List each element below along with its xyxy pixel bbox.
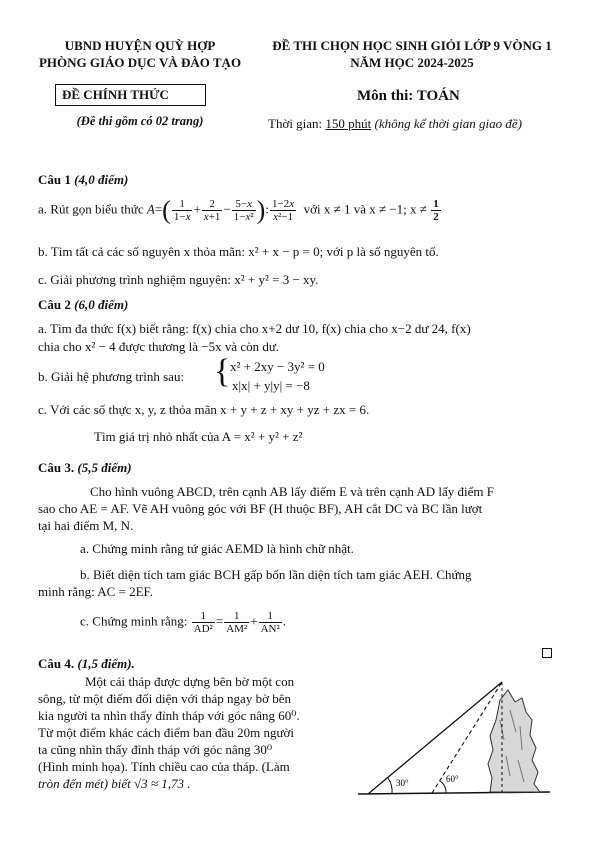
q1-heading <box>38 172 128 188</box>
q2-b-eq1: x² + 2xy − 3y² = 0 <box>230 359 325 374</box>
q3-c: c. Chứng minh rằng: $\frac{1}{\text{AD²}}$ = $\frac{1}{\text{AM²}}$ + $\frac{1}{\text{AN²}}$ . <box>80 610 287 635</box>
q4-line6: (Hình minh họa). Tính chiều cao của tháp. (Làm <box>38 759 290 774</box>
q1-points: (4,0 điểm) <box>74 172 129 187</box>
q4-title: Câu 4. <box>38 656 75 671</box>
subject: Môn thi: TOÁN <box>357 88 460 104</box>
q4-line2: sông, từ một điểm đối diện với tháp ngay bờ bên <box>38 691 291 706</box>
exam-title: ĐỀ THI CHỌN HỌC SINH GIỎI LỚP 9 VÒNG 1 <box>272 38 552 53</box>
school-year: NĂM HỌC 2024-2025 <box>350 55 474 70</box>
q2-points: (6,0 điểm) <box>74 297 129 312</box>
checkbox-square <box>542 648 552 658</box>
department-line1: UBND HUYỆN QUỲ HỢP <box>64 38 216 53</box>
q4-line7: tròn đến mét) biết √3 ≈ 1,73 . <box>38 776 191 791</box>
q1-title: Câu 1 <box>38 172 71 187</box>
q2-c-line1: c. Với các số thực x, y, z thỏa mãn x + y + z + xy + yz + zx = 6. <box>38 402 370 417</box>
time-value: 150 phút <box>325 116 372 131</box>
time-note: (không kể thời gian giao đề) <box>371 116 522 131</box>
q2-heading <box>38 297 128 313</box>
q4-line5: ta cũng nhìn thấy đỉnh tháp với góc nâng 30⁰ <box>38 742 273 757</box>
sight-line-30 <box>368 682 502 794</box>
q3-points: (5,5 điểm) <box>77 460 132 475</box>
q2-c-line2: Tìm giá trị nhỏ nhất của A = x² + y² + z² <box>94 429 303 444</box>
q4-line3: kia người ta nhìn thấy đỉnh tháp với góc nâng 60⁰. <box>38 708 300 723</box>
q4-heading <box>38 656 135 672</box>
q4-line4: Từ một điểm khác cách điểm ban đầu 20m người <box>38 725 294 740</box>
q2-b-eq2: x|x| + y|y| = −8 <box>232 378 310 393</box>
q3-title: Câu 3. <box>38 460 75 475</box>
q1-a-prefix: a. Rút gọn biểu thức <box>38 201 147 217</box>
q3-b-line1: b. Biết diện tích tam giác BCH gấp bốn lần diện tích tam giác AEH. Chứng <box>80 567 472 582</box>
time-line <box>268 116 522 132</box>
q3-heading <box>38 460 132 476</box>
cliff-shape <box>488 690 540 792</box>
q1-a: a. Rút gọn biểu thức A=( $\frac{1}{1-x}$ + $\frac{2}{x+1}$ − $\frac{5-x}{\text{1−x²}}$ ): $\frac{1-2x}{\text{x²−1}}$ với x ≠ 1 và x ≠ −1; x ≠ $\frac{1}{2}$ <box>38 195 439 225</box>
q1-b: b. Tìm tất cả các số nguyên x thỏa mãn: x² + x − p = 0; với p là số nguyên tố. <box>38 244 439 259</box>
pages-note: (Đề thi gồm có 02 trang) <box>76 114 204 128</box>
official-exam-label: ĐỀ CHÍNH THỨC <box>55 84 206 106</box>
department-line2: PHÒNG GIÁO DỤC VÀ ĐÀO TẠO <box>38 55 242 70</box>
q2-title: Câu 2 <box>38 297 71 312</box>
q2-a-line2: chia cho x² − 4 được thương là −5x và còn dư. <box>38 339 280 354</box>
angle-label-30: 30° <box>396 778 409 788</box>
q1-a-condition: với x ≠ 1 và x ≠ −1; x ≠ <box>303 201 427 217</box>
q2-b-prefix: b. Giải hệ phương trình sau: <box>38 369 185 384</box>
system-brace: { <box>214 353 231 390</box>
q3-a: a. Chứng minh rằng tứ giác AEMD là hình chữ nhật. <box>80 541 354 556</box>
q3-intro-line2: sao cho AE = AF. Vẽ AH vuông góc với BF (H thuộc BF), AH cắt DC và BC lần lượt <box>38 501 483 516</box>
tower-illustration <box>350 660 570 810</box>
q3-c-prefix: c. Chứng minh rằng: <box>80 613 188 629</box>
q3-intro-line1: Cho hình vuông ABCD, trên cạnh AB lấy điểm E và trên cạnh AD lấy điểm F <box>90 484 495 499</box>
angle-label-60: 60° <box>446 774 459 784</box>
q4-points: (1,5 điểm). <box>77 656 135 671</box>
q2-a-line1: a. Tìm đa thức f(x) biết rằng: f(x) chia cho x+2 dư 10, f(x) chia cho x−2 dư 24, f(x) <box>38 321 471 336</box>
q3-intro-line3: tại hai điểm M, N. <box>38 518 134 533</box>
q1-c: c. Giải phương trình nghiệm nguyên: x² + y² = 3 − xy. <box>38 272 319 287</box>
angle-arc-30 <box>388 778 392 794</box>
q4-line1: Một cái tháp được dựng bên bờ một con <box>85 674 295 689</box>
q3-b-line2: minh rằng: AC = 2EF. <box>38 584 153 599</box>
time-prefix: Thời gian: <box>268 116 326 131</box>
